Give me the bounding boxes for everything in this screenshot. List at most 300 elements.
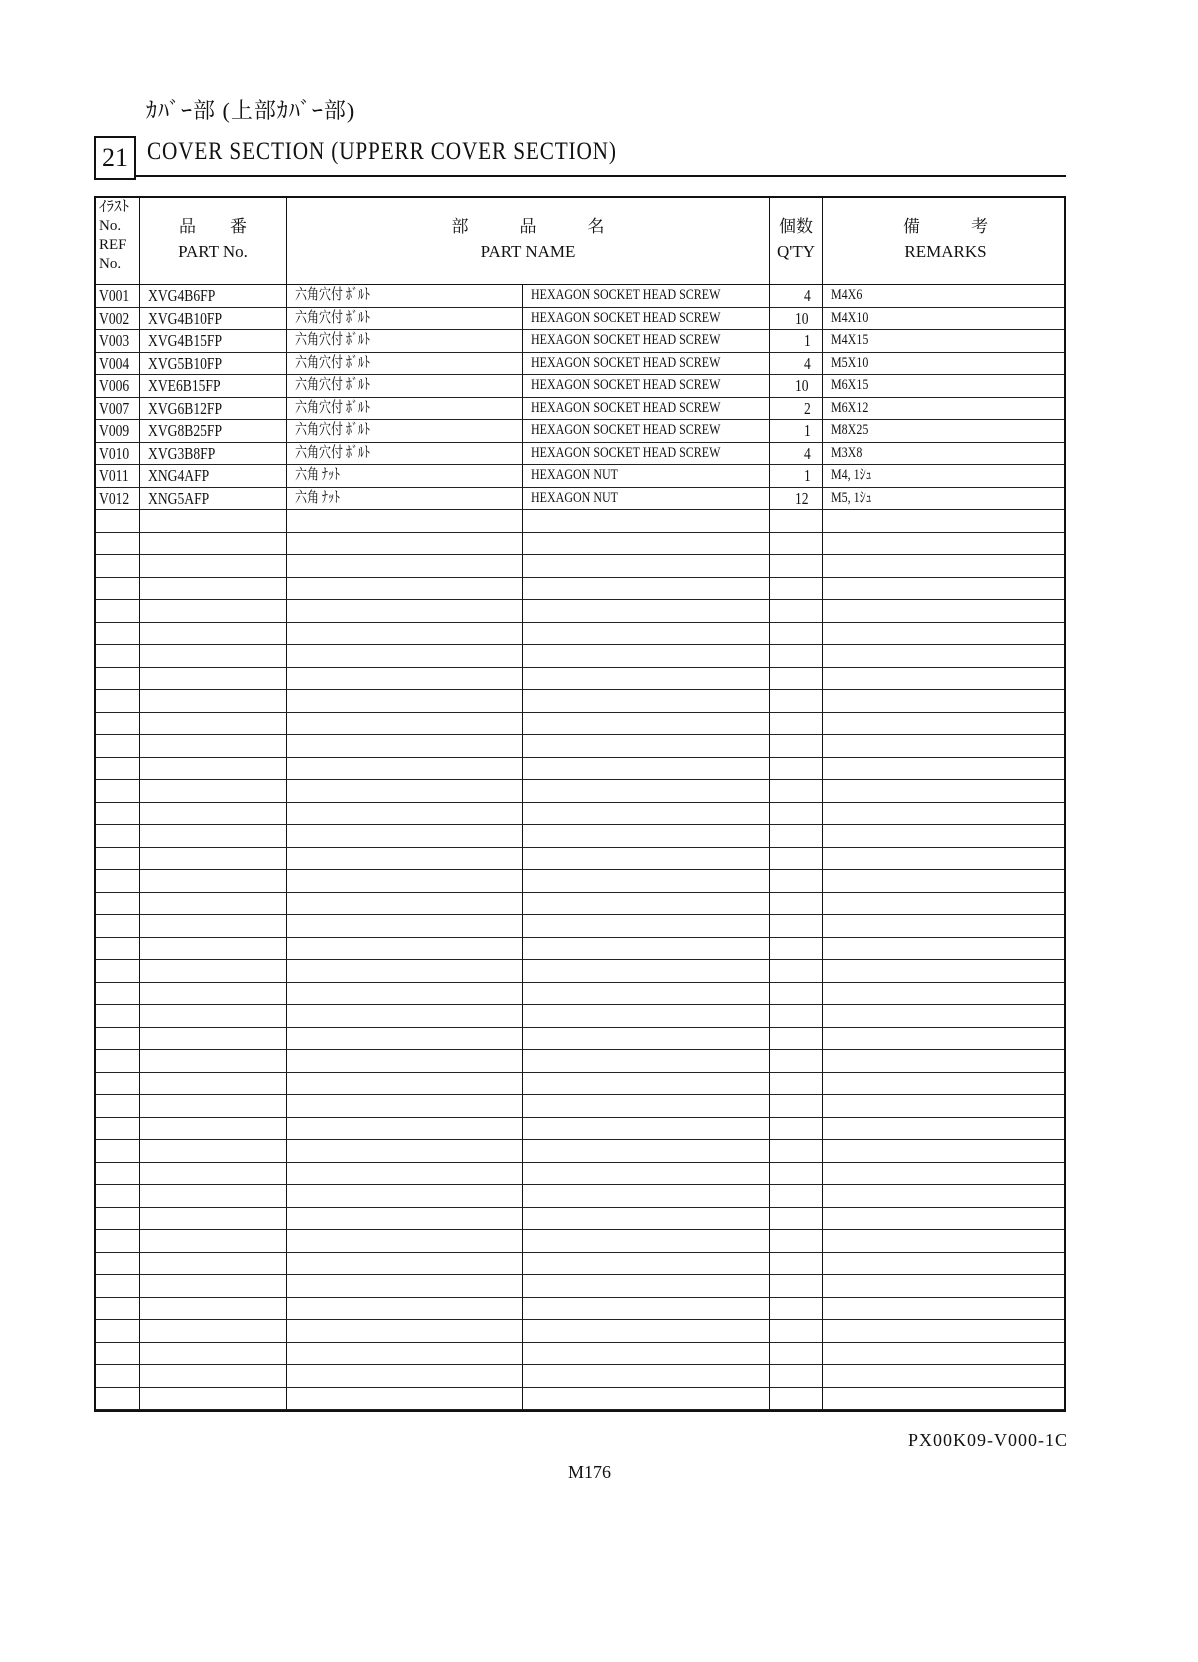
cell-part-name-jp <box>287 893 523 915</box>
cell-part-name-en <box>523 645 770 667</box>
cell-part-name-en-text: HEXAGON SOCKET HEAD SCREW <box>531 332 721 348</box>
cell-remarks <box>823 353 1068 375</box>
cell-remarks <box>823 1343 1068 1365</box>
cell-part-name-en-text: HEXAGON NUT <box>531 489 618 506</box>
empty-table-row <box>96 803 1064 826</box>
cell-remarks <box>823 600 1068 622</box>
cell-part-no-text: XVG4B15FP <box>148 331 223 350</box>
cell-part-name-en <box>523 465 770 487</box>
cell-part-name-en <box>523 960 770 982</box>
cell-part-no <box>140 555 287 577</box>
cell-part-no <box>140 443 287 465</box>
cell-ref-no <box>96 465 140 487</box>
cell-qty <box>770 983 823 1005</box>
cell-qty-text: 4 <box>803 443 811 463</box>
cell-part-name-jp <box>287 1095 523 1117</box>
cell-part-name-en <box>523 623 770 645</box>
cell-part-no <box>140 330 287 352</box>
cell-remarks <box>823 398 1068 420</box>
cell-ref-no <box>96 870 140 892</box>
cell-ref-no <box>96 645 140 667</box>
cell-part-no <box>140 735 287 757</box>
cell-part-no-text: XVE6B15FP <box>148 376 221 395</box>
cell-part-no <box>140 578 287 600</box>
cell-part-no <box>140 803 287 825</box>
cell-qty <box>770 690 823 712</box>
table-row <box>96 443 1064 466</box>
cell-remarks <box>823 1028 1068 1050</box>
cell-ref-no <box>96 600 140 622</box>
cell-part-no <box>140 533 287 555</box>
header-part-no-en: PART No. <box>178 242 248 261</box>
cell-remarks <box>823 1298 1068 1320</box>
empty-table-row <box>96 555 1064 578</box>
cell-part-name-en <box>523 870 770 892</box>
cell-part-name-jp <box>287 825 523 847</box>
cell-ref-no <box>96 510 140 532</box>
cell-ref-no <box>96 735 140 757</box>
cell-qty <box>770 600 823 622</box>
cell-remarks-text: M5, 1ｼｭ <box>831 489 872 506</box>
cell-ref-no <box>96 1230 140 1252</box>
cell-part-no <box>140 398 287 420</box>
cell-qty <box>770 375 823 397</box>
cell-remarks-text: M6X12 <box>831 399 869 416</box>
cell-qty-text: 2 <box>803 398 811 418</box>
cell-part-name-en <box>523 1140 770 1162</box>
cell-part-name-jp <box>287 308 523 330</box>
cell-remarks <box>823 1253 1068 1275</box>
cell-part-no <box>140 713 287 735</box>
cell-ref-no-text: V002 <box>98 308 129 328</box>
empty-table-row <box>96 1320 1064 1343</box>
cell-part-no <box>140 1185 287 1207</box>
cell-part-no <box>140 1343 287 1365</box>
cell-part-no <box>140 893 287 915</box>
cell-remarks <box>823 780 1068 802</box>
cell-ref-no <box>96 983 140 1005</box>
cell-part-name-en-text: HEXAGON SOCKET HEAD SCREW <box>531 444 721 461</box>
cell-ref-no <box>96 330 140 352</box>
cell-part-name-en <box>523 1230 770 1252</box>
cell-part-name-jp <box>287 668 523 690</box>
cell-remarks <box>823 983 1068 1005</box>
cell-ref-no <box>96 375 140 397</box>
cell-part-no <box>140 600 287 622</box>
cell-part-name-en <box>523 1343 770 1365</box>
cell-remarks <box>823 420 1068 442</box>
cell-part-name-en-text: HEXAGON SOCKET HEAD SCREW <box>531 309 721 326</box>
cell-ref-no-text: V004 <box>98 353 129 373</box>
cell-part-no <box>140 1320 287 1342</box>
cell-qty <box>770 893 823 915</box>
cell-part-name-jp <box>287 1253 523 1275</box>
cell-part-name-jp-text: 六角穴付 ﾎﾞﾙﾄ <box>295 422 371 438</box>
cell-ref-no <box>96 1320 140 1342</box>
cell-qty <box>770 465 823 487</box>
empty-table-row <box>96 1208 1064 1231</box>
cell-ref-no <box>96 1073 140 1095</box>
cell-ref-no <box>96 1343 140 1365</box>
cell-part-no <box>140 1118 287 1140</box>
cell-part-name-jp <box>287 600 523 622</box>
cell-remarks <box>823 1095 1068 1117</box>
cell-part-no-text: XNG4AFP <box>148 466 210 485</box>
cell-ref-no <box>96 1253 140 1275</box>
cell-part-name-en <box>523 983 770 1005</box>
cell-part-no-text: XVG5B10FP <box>148 353 223 373</box>
empty-table-row <box>96 1253 1064 1276</box>
section-title-jp: ｶﾊﾞｰ部 (上部ｶﾊﾞｰ部) <box>146 98 356 123</box>
cell-qty <box>770 285 823 307</box>
cell-ref-no-text: V006 <box>98 376 129 395</box>
cell-part-name-en <box>523 1073 770 1095</box>
cell-part-name-en <box>523 915 770 937</box>
cell-part-name-jp <box>287 1320 523 1342</box>
cell-remarks <box>823 308 1068 330</box>
header-part-name-en: PART NAME <box>480 242 576 261</box>
cell-remarks <box>823 555 1068 577</box>
cell-part-name-en <box>523 330 770 352</box>
cell-part-name-en <box>523 420 770 442</box>
empty-table-row <box>96 893 1064 916</box>
cell-part-name-en <box>523 443 770 465</box>
header-qty-jp: 個数 <box>779 217 813 236</box>
cell-ref-no <box>96 443 140 465</box>
cell-ref-no <box>96 668 140 690</box>
cell-qty <box>770 1095 823 1117</box>
cell-part-name-jp <box>287 623 523 645</box>
cell-remarks <box>823 803 1068 825</box>
cell-ref-no <box>96 285 140 307</box>
cell-part-name-en <box>523 690 770 712</box>
cell-qty <box>770 1073 823 1095</box>
cell-remarks <box>823 645 1068 667</box>
cell-remarks <box>823 668 1068 690</box>
cell-qty <box>770 758 823 780</box>
cell-part-name-en <box>523 668 770 690</box>
table-row <box>96 375 1064 398</box>
cell-part-name-en <box>523 1005 770 1027</box>
cell-qty <box>770 780 823 802</box>
cell-ref-no <box>96 893 140 915</box>
cell-remarks <box>823 285 1068 307</box>
empty-table-row <box>96 1163 1064 1186</box>
cell-part-name-jp <box>287 465 523 487</box>
cell-part-no <box>140 1365 287 1387</box>
cell-remarks <box>823 375 1068 397</box>
cell-remarks <box>823 1185 1068 1207</box>
empty-table-row <box>96 600 1064 623</box>
cell-part-no-text: XVG4B10FP <box>148 308 223 328</box>
cell-part-name-jp <box>287 713 523 735</box>
empty-table-row <box>96 825 1064 848</box>
cell-part-name-en-text: HEXAGON SOCKET HEAD SCREW <box>531 354 721 371</box>
cell-ref-no <box>96 803 140 825</box>
cell-ref-no <box>96 578 140 600</box>
cell-part-name-en <box>523 780 770 802</box>
cell-part-name-en <box>523 398 770 420</box>
cell-part-name-jp-text: 六角穴付 ﾎﾞﾙﾄ <box>295 377 371 393</box>
cell-ref-no <box>96 713 140 735</box>
cell-qty <box>770 353 823 375</box>
cell-ref-no <box>96 758 140 780</box>
cell-qty <box>770 398 823 420</box>
cell-ref-no <box>96 488 140 510</box>
cell-part-name-jp <box>287 780 523 802</box>
cell-part-name-jp-text: 六角穴付 ﾎﾞﾙﾄ <box>295 309 371 326</box>
cell-remarks <box>823 960 1068 982</box>
cell-ref-no <box>96 1095 140 1117</box>
empty-table-row <box>96 960 1064 983</box>
cell-part-no <box>140 285 287 307</box>
empty-table-row <box>96 735 1064 758</box>
cell-part-name-jp <box>287 375 523 397</box>
cell-qty <box>770 555 823 577</box>
cell-part-name-jp <box>287 1208 523 1230</box>
cell-part-name-en-text: HEXAGON SOCKET HEAD SCREW <box>531 287 721 303</box>
section-title-en: COVER SECTION (UPPERR COVER SECTION) <box>147 138 617 165</box>
cell-remarks <box>823 510 1068 532</box>
cell-part-no <box>140 825 287 847</box>
cell-part-name-jp <box>287 1388 523 1410</box>
header-ref-en2: REF <box>99 237 127 253</box>
empty-table-row <box>96 668 1064 691</box>
cell-qty <box>770 960 823 982</box>
cell-part-name-jp <box>287 1275 523 1297</box>
cell-remarks <box>823 870 1068 892</box>
cell-part-no <box>140 1140 287 1162</box>
cell-qty-text: 4 <box>803 286 811 305</box>
cell-remarks-text: M5X10 <box>831 354 869 371</box>
empty-table-row <box>96 1388 1064 1411</box>
cell-ref-no <box>96 1208 140 1230</box>
cell-part-no <box>140 510 287 532</box>
cell-part-name-en <box>523 848 770 870</box>
cell-remarks <box>823 1140 1068 1162</box>
cell-part-name-en <box>523 1208 770 1230</box>
cell-remarks <box>823 623 1068 645</box>
cell-part-name-jp-text: 六角穴付 ﾎﾞﾙﾄ <box>295 287 371 303</box>
cell-ref-no <box>96 938 140 960</box>
cell-part-name-en <box>523 1095 770 1117</box>
cell-remarks <box>823 713 1068 735</box>
cell-part-name-jp <box>287 690 523 712</box>
header-remarks <box>823 198 1068 284</box>
header-ref-jp: ｲﾗｽﾄ <box>99 199 130 215</box>
cell-qty <box>770 915 823 937</box>
cell-ref-no <box>96 780 140 802</box>
empty-table-row <box>96 1050 1064 1073</box>
empty-table-row <box>96 623 1064 646</box>
table-row <box>96 420 1064 443</box>
cell-ref-no <box>96 1028 140 1050</box>
cell-part-name-en <box>523 285 770 307</box>
table-row <box>96 308 1064 331</box>
cell-part-name-jp-text: 六角 ﾅｯﾄ <box>295 489 341 506</box>
cell-qty <box>770 578 823 600</box>
cell-qty <box>770 1343 823 1365</box>
cell-part-no <box>140 308 287 330</box>
cell-qty <box>770 308 823 330</box>
cell-remarks <box>823 1163 1068 1185</box>
cell-qty <box>770 1208 823 1230</box>
cell-remarks <box>823 1365 1068 1387</box>
cell-part-name-en <box>523 713 770 735</box>
header-part-name-jp: 部 品 名 <box>451 217 605 236</box>
cell-ref-no <box>96 1118 140 1140</box>
cell-qty <box>770 938 823 960</box>
cell-part-name-jp <box>287 735 523 757</box>
header-part-name <box>287 198 770 284</box>
empty-table-row <box>96 1118 1064 1141</box>
cell-part-name-jp <box>287 443 523 465</box>
empty-table-row <box>96 758 1064 781</box>
cell-remarks-text: M6X15 <box>831 377 869 393</box>
cell-remarks <box>823 465 1068 487</box>
cell-qty <box>770 420 823 442</box>
cell-part-no <box>140 1028 287 1050</box>
cell-part-no <box>140 645 287 667</box>
cell-ref-no <box>96 420 140 442</box>
empty-table-row <box>96 1028 1064 1051</box>
cell-part-no-text: XVG8B25FP <box>148 421 223 440</box>
cell-remarks-text: M4X15 <box>831 332 869 348</box>
empty-table-row <box>96 915 1064 938</box>
cell-part-no <box>140 488 287 510</box>
cell-remarks <box>823 938 1068 960</box>
empty-table-row <box>96 510 1064 533</box>
cell-remarks <box>823 1320 1068 1342</box>
table-row <box>96 488 1064 511</box>
cell-remarks-text: M4, 1ｼｭ <box>831 467 872 483</box>
cell-ref-no <box>96 848 140 870</box>
cell-part-name-en <box>523 1028 770 1050</box>
cell-qty <box>770 825 823 847</box>
cell-remarks <box>823 1388 1068 1410</box>
empty-table-row <box>96 780 1064 803</box>
cell-part-name-jp <box>287 1298 523 1320</box>
cell-part-no <box>140 1388 287 1410</box>
cell-ref-no <box>96 1185 140 1207</box>
cell-part-no <box>140 960 287 982</box>
cell-qty <box>770 1365 823 1387</box>
cell-part-name-jp <box>287 1028 523 1050</box>
cell-remarks <box>823 1073 1068 1095</box>
cell-part-no <box>140 1095 287 1117</box>
cell-ref-no <box>96 398 140 420</box>
cell-part-no <box>140 420 287 442</box>
cell-part-name-jp <box>287 1185 523 1207</box>
cell-part-no <box>140 690 287 712</box>
cell-part-name-en <box>523 375 770 397</box>
cell-part-name-jp <box>287 1343 523 1365</box>
cell-qty <box>770 870 823 892</box>
cell-part-no <box>140 938 287 960</box>
cell-ref-no-text: V003 <box>98 331 129 350</box>
cell-part-name-jp <box>287 285 523 307</box>
cell-remarks <box>823 848 1068 870</box>
cell-part-name-en <box>523 600 770 622</box>
cell-part-name-jp <box>287 533 523 555</box>
cell-qty <box>770 1230 823 1252</box>
cell-part-name-en-text: HEXAGON SOCKET HEAD SCREW <box>531 422 721 438</box>
cell-part-no <box>140 623 287 645</box>
cell-remarks <box>823 690 1068 712</box>
cell-qty <box>770 443 823 465</box>
cell-part-no <box>140 1253 287 1275</box>
cell-qty-text: 12 <box>795 488 809 508</box>
cell-remarks-text: M8X25 <box>831 422 869 438</box>
cell-part-name-jp <box>287 1073 523 1095</box>
cell-part-no <box>140 1275 287 1297</box>
cell-remarks <box>823 1005 1068 1027</box>
cell-qty <box>770 1163 823 1185</box>
cell-part-name-jp-text: 六角穴付 ﾎﾞﾙﾄ <box>295 354 371 371</box>
cell-qty-text: 1 <box>803 421 811 440</box>
cell-part-no <box>140 1163 287 1185</box>
cell-qty <box>770 1320 823 1342</box>
cell-part-no <box>140 353 287 375</box>
cell-qty-text: 4 <box>803 353 811 373</box>
cell-qty <box>770 1298 823 1320</box>
cell-part-name-jp <box>287 1005 523 1027</box>
cell-part-name-en-text: HEXAGON NUT <box>531 467 618 483</box>
cell-part-name-jp <box>287 645 523 667</box>
cell-part-name-en-text: HEXAGON SOCKET HEAD SCREW <box>531 377 721 393</box>
parts-table <box>94 196 1066 1412</box>
cell-part-name-en <box>523 1118 770 1140</box>
cell-remarks <box>823 533 1068 555</box>
cell-part-name-en <box>523 1253 770 1275</box>
cell-ref-no <box>96 308 140 330</box>
cell-part-name-jp <box>287 578 523 600</box>
section-number: 21 <box>94 136 136 180</box>
header-part-no-jp: 品 番 <box>179 217 247 236</box>
cell-part-name-en <box>523 1320 770 1342</box>
cell-ref-no <box>96 353 140 375</box>
cell-part-no <box>140 668 287 690</box>
title-underline <box>134 175 1066 177</box>
cell-remarks <box>823 1275 1068 1297</box>
cell-qty <box>770 1005 823 1027</box>
empty-table-row <box>96 1343 1064 1366</box>
cell-qty-text: 1 <box>803 466 811 485</box>
cell-part-no <box>140 758 287 780</box>
cell-ref-no-text: V001 <box>98 286 129 305</box>
empty-table-row <box>96 1298 1064 1321</box>
cell-part-no <box>140 1230 287 1252</box>
empty-table-row <box>96 848 1064 871</box>
cell-part-name-jp-text: 六角穴付 ﾎﾞﾙﾄ <box>295 444 371 461</box>
document-code: PX00K09-V000-1C <box>907 1430 1068 1450</box>
cell-part-no <box>140 1073 287 1095</box>
cell-part-name-jp <box>287 1050 523 1072</box>
header-part-no <box>140 198 287 284</box>
cell-qty <box>770 1028 823 1050</box>
table-row <box>96 398 1064 421</box>
cell-part-no <box>140 983 287 1005</box>
cell-part-name-en <box>523 555 770 577</box>
cell-part-name-en <box>523 1275 770 1297</box>
cell-remarks-text: M3X8 <box>831 444 863 461</box>
header-ref-en1: No. <box>99 218 122 234</box>
cell-part-no <box>140 1208 287 1230</box>
cell-ref-no-text: V007 <box>98 398 129 418</box>
cell-part-no <box>140 1050 287 1072</box>
cell-part-no-text: XVG4B6FP <box>148 286 216 305</box>
cell-part-no-text: XNG5AFP <box>148 488 210 508</box>
